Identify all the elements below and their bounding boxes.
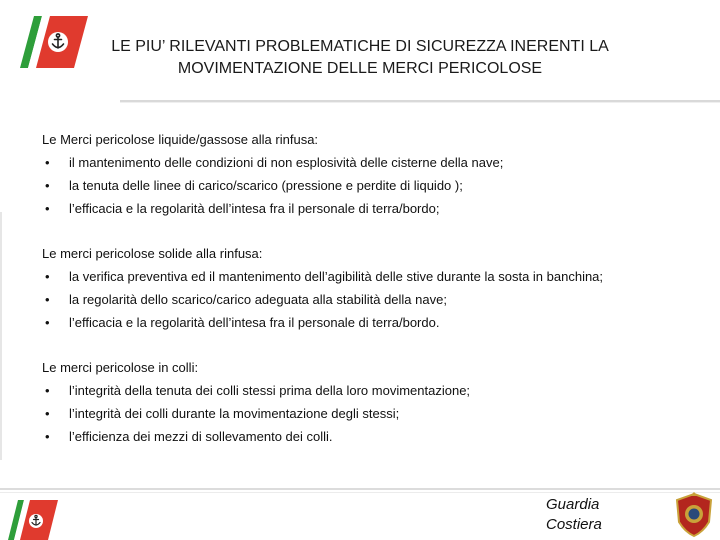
side-divider [0, 212, 2, 460]
bullet-list [42, 265, 692, 334]
page-title [90, 36, 630, 80]
list-item: • il mantenimento delle condizioni di non esplosività delle cisterne della nave; [42, 151, 692, 174]
section-packages [42, 356, 692, 448]
section-liquid-gas [42, 128, 692, 220]
list-item: • l’efficienza dei mezzi di sollevamento dei colli. [42, 425, 692, 448]
bullet-list [42, 151, 692, 220]
list-item: • la regolarità dello scarico/carico adeguata alla stabilità della nave; [42, 288, 692, 311]
coast-guard-logo-small-icon [8, 500, 58, 540]
page-title-line-2: MOVIMENTAZIONE DELLE MERCI PERICOLOSE [177, 60, 543, 77]
brand-name [546, 495, 602, 535]
coast-guard-logo-icon [20, 16, 88, 68]
section-heading: Le merci pericolose in colli: [42, 360, 199, 375]
section-heading: Le Merci pericolose liquide/gassose alla rinfusa: [42, 132, 319, 147]
brand-name-line-1: Guardia [546, 496, 600, 513]
list-item: • la tenuta delle linee di carico/scarico (pressione e perdite di liquido ); [42, 174, 692, 197]
list-item: • l’integrità dei colli durante la movimentazione degli stessi; [42, 402, 692, 425]
list-item: • l’efficacia e la regolarità dell’intesa fra il personale di terra/bordo. [42, 311, 692, 334]
footer-divider [0, 488, 720, 490]
list-item: • l’efficacia e la regolarità dell’intesa fra il personale di terra/bordo; [42, 197, 692, 220]
page-title-line-1: LE PIU’ RILEVANTI PROBLEMATICHE DI SICUREZZA INERENTI LA [111, 38, 609, 55]
header-divider-shadow [120, 102, 720, 103]
brand-name-line-2: Costiera [546, 516, 602, 533]
footer-divider-shadow [0, 492, 720, 493]
coast-guard-crest-icon [673, 492, 715, 538]
list-item: • l’integrità della tenuta dei colli stessi prima della loro movimentazione; [42, 379, 692, 402]
section-solid [42, 242, 692, 334]
section-heading: Le merci pericolose solide alla rinfusa: [42, 246, 263, 261]
bullet-list [42, 379, 692, 448]
content-body [42, 128, 692, 470]
list-item: • la verifica preventiva ed il mantenimento dell’agibilità delle stive durante la sosta in banchina; [42, 265, 692, 288]
